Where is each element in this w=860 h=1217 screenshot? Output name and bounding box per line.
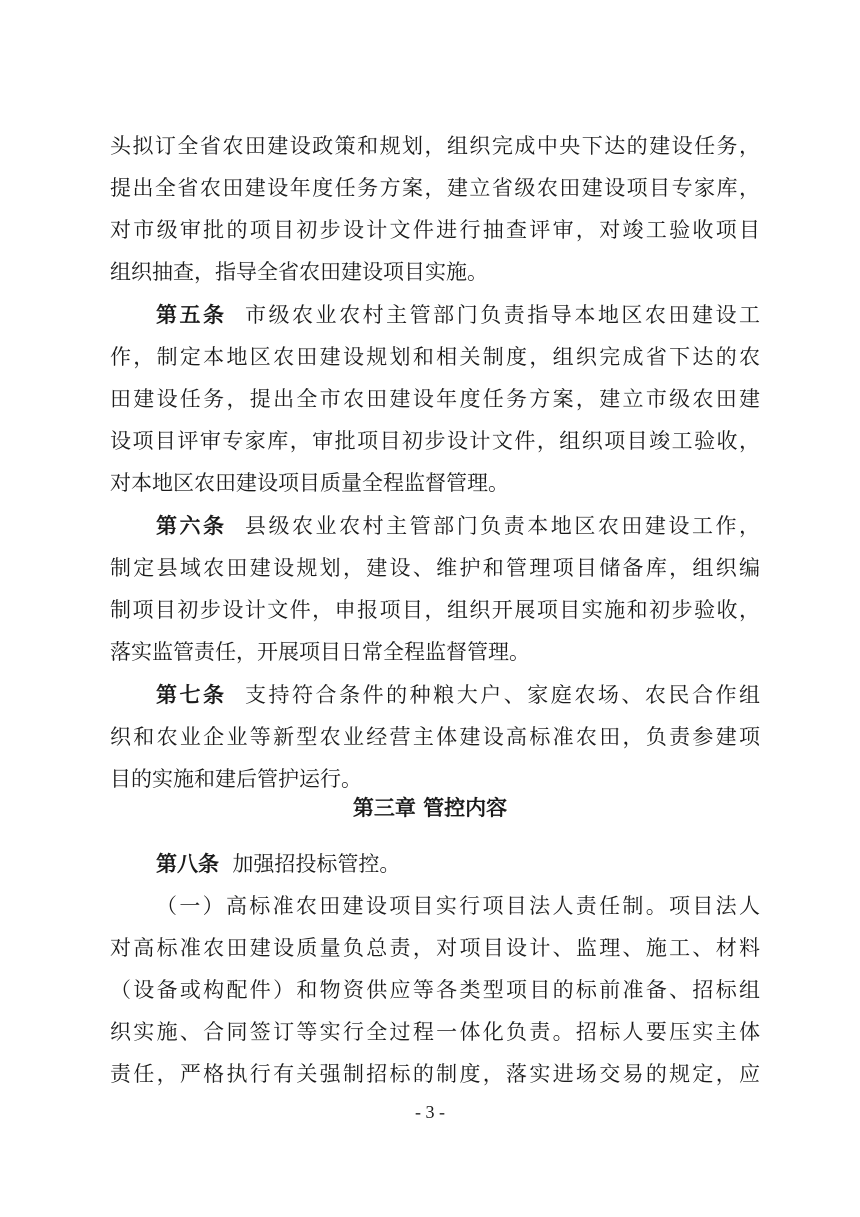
- text-line: 田建设任务，提出全市农田建设年度任务方案，建立市级农田建: [110, 387, 760, 411]
- page-number: - 3 -: [415, 1102, 445, 1122]
- text-line: 加强招投标管控。: [232, 852, 401, 876]
- text-line: 织实施、合同签订等实行全过程一体化负责。招标人要压实主体: [110, 1020, 760, 1044]
- text-line: 对本地区农田建设项目质量全程监督管理。: [110, 471, 509, 495]
- text-line: （一）高标准农田建设项目实行项目法人责任制。项目法人: [156, 894, 760, 918]
- text-line: 支持符合条件的种粮大户、家庭农场、农民合作组: [244, 683, 760, 707]
- article-6-first-line: [156, 506, 760, 546]
- chapter-heading: 第三章 管控内容: [352, 796, 508, 820]
- text-line: （设备或构配件）和物资供应等各类型项目的标前准备、招标组: [110, 978, 760, 1002]
- text-line: 作，制定本地区农田建设规划和相关制度，组织完成省下达的农: [110, 345, 760, 369]
- text-line: 责任，严格执行有关强制招标的制度，落实进场交易的规定，应: [110, 1062, 760, 1086]
- text-line: 目的实施和建后管护运行。: [110, 767, 362, 791]
- article-5-first-line: [156, 295, 760, 335]
- article-8-first-line: [156, 844, 760, 884]
- article-number: 第六条: [156, 514, 227, 538]
- text-line: 制定县域农田建设规划，建设、维护和管理项目储备库，组织编: [110, 556, 760, 580]
- text-line: 制项目初步设计文件，申报项目，组织开展项目实施和初步验收，: [110, 598, 760, 622]
- text-line: 落实监管责任，开展项目日常全程监督管理。: [110, 640, 530, 664]
- text-line: 对市级审批的项目初步设计文件进行抽查评审，对竣工验收项目: [110, 218, 760, 242]
- article-number: 第七条: [156, 683, 227, 707]
- text-line: 对高标准农田建设质量负总责，对项目设计、监理、施工、材料: [110, 936, 760, 960]
- text-line: 县级农业农村主管部门负责本地区农田建设工作，: [244, 514, 760, 538]
- text-line: 头拟订全省农田建设政策和规划，组织完成中央下达的建设任务，: [110, 134, 760, 158]
- text-line: 设项目评审专家库，审批项目初步设计文件，组织项目竣工验收，: [110, 429, 760, 453]
- article-7-first-line: [156, 675, 760, 715]
- article-number: 第五条: [156, 303, 227, 327]
- text-line: 组织抽查，指导全省农田建设项目实施。: [110, 260, 488, 284]
- text-line: 织和农业企业等新型农业经营主体建设高标准农田，负责参建项: [110, 725, 760, 749]
- text-line: 提出全省农田建设年度任务方案，建立省级农田建设项目专家库，: [110, 176, 760, 200]
- article-number: 第八条: [156, 852, 219, 876]
- text-line: 市级农业农村主管部门负责指导本地区农田建设工: [244, 303, 760, 327]
